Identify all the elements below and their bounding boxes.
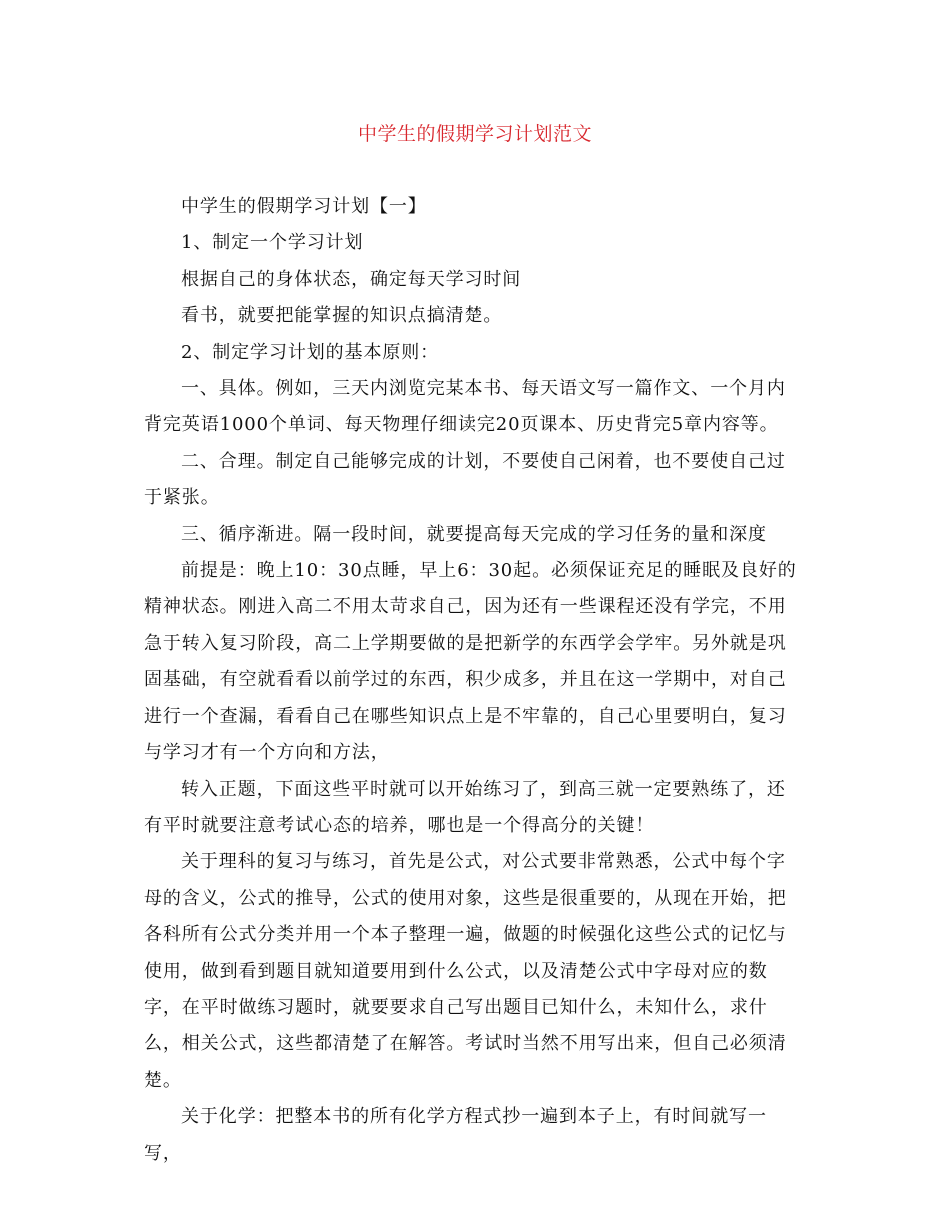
paragraph: 根据自己的身体状态，确定每天学习时间 [181,268,522,290]
paragraph: 2、制定学习计划的基本原则： [181,341,440,363]
paragraph: 1、制定一个学习计划 [181,232,364,254]
document-title: 中学生的假期学习计划范文 [357,123,592,145]
paragraph: 前提是：晚上10：30点睡，早上6：30起。必须保证充足的睡眠及良好的精神状态。刚进入高二不用太苛求自己，因为还有一些课程还没有学完，不用急于转入复习阶段，高二上学期要做的是把新学的东西学会学牢。另外就是巩固基础，有空就看看以前学过的东西，积少成多，并且在这一学期中，对自己进行一个查漏，看看自己在哪些知识点上是不牢靠的，自己心里要明白，复习与学习才有一个方向和方法， [144,560,797,764]
paragraph: 关于理科的复习与练习，首先是公式，对公式要非常熟悉，公式中每个字母的含义，公式的推导，公式的使用对象，这些是很重要的，从现在开始，把各科所有公式分类并用一个本子整理一遍，做题的时候强化这些公式的记忆与使用，做到看到题目就知道要用到什么公式，以及清楚公式中字母对应的数字，在平时做练习题时，就要要求自己写出题目已知什么，未知什么，求什么，相关公式，这些都清楚了在解答。考试时当然不用写出来，但自己必须清楚。 [144,851,787,1091]
paragraph: 一、具体。例如，三天内浏览完某本书、每天语文写一篇作文、一个月内背完英语1000个单词、每天物理仔细读完20页课本、历史背完5章内容等。 [144,378,786,436]
paragraph: 看书，就要把能掌握的知识点搞清楚。 [181,305,503,327]
paragraph: 转入正题，下面这些平时就可以开始练习了，到高三就一定要熟练了，还有平时就要注意考试心态的培养，哪也是一个得高分的关键！ [144,778,786,836]
paragraph-heading: 中学生的假期学习计划【一】 [181,196,427,217]
paragraph: 三、循序渐进。隔一段时间，就要提高每天完成的学习任务的量和深度 [181,523,767,545]
paragraph: 二、合理。制定自己能够完成的计划，不要使自己闲着，也不要使自己过于紧张。 [144,450,786,509]
paragraph: 关于化学：把整本书的所有化学方程式抄一遍到本子上，有时间就写一写， [144,1106,767,1164]
document-body [144,189,804,1172]
